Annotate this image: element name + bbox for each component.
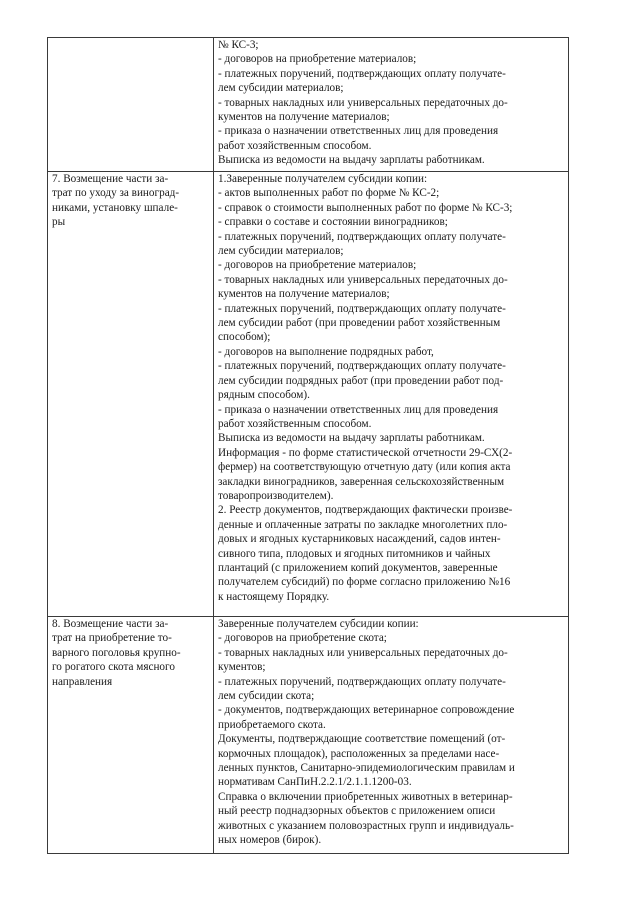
text-line: - платежных поручений, подтверждающих оплату получате- [218,302,506,315]
text-line: лем субсидии материалов; [218,82,344,95]
text-line: получателем субсидий) по форме согласно приложению №16 [218,576,511,589]
text-line: сивного типа, плодовых и ягодных питомников и чайных [218,547,491,560]
text-line: рядным способом). [218,389,310,402]
text-line: ленных пунктов, Санитарно-эпидемиологическим правилам и [218,762,515,775]
text-line: Документы, подтверждающие соответствие помещений (от- [218,733,506,746]
text-line: - договоров на приобретение скота; [218,632,387,645]
text-line: - документов, подтверждающих ветеринарное сопровождение [218,704,515,717]
text-line: приобретаемого скота. [218,718,326,731]
text-line: способом); [218,331,271,344]
text-line: Справка о включении приобретенных животных в ветеринар- [218,790,513,803]
text-line: - приказа о назначении ответственных лиц для проведения [218,403,499,416]
text-line: ных номеров (бирок). [218,834,322,847]
text-line: кументов на получение материалов; [218,288,390,301]
text-line: Информация - по форме статистической отчетности 29-СХ(2- [218,446,513,459]
text-line: кументов на получение материалов; [218,111,390,124]
text-line: никами, установку шпале- [52,201,178,214]
text-line: - товарных накладных или универсальных передаточных до- [218,646,508,659]
text-line: - справок о стоимости выполненных работ по форме № КС-3; [218,201,513,214]
text-line: кормочных площадок), расположенных за пределами насе- [218,747,500,760]
text-line: ный реестр поднадзорных объектов с приложением описи [218,805,496,818]
text-line: - договоров на приобретение материалов; [218,259,417,272]
text-line: - справки о составе и состоянии виноградников; [218,216,448,229]
cell-measure [48,38,214,172]
text-line: лем субсидии работ (при проведении работ хозяйственным [218,317,501,330]
text-line: го рогатого скота мясного [52,661,175,674]
text-line: нормативам СанПиН.2.2.1/2.1.1.1200-03. [218,776,412,789]
text-line: - платежных поручений, подтверждающих оплату получате- [218,230,506,243]
text-line: работ хозяйственным способом. [218,417,372,430]
text-line: - актов выполненных работ по форме № КС-2; [218,187,440,200]
cell-documents [214,172,569,617]
text-line: к настоящему Порядку. [218,590,330,603]
text-line: лем субсидии материалов; [218,245,344,258]
text-line: - договоров на выполнение подрядных работ, [218,345,434,358]
text-line: 8. Возмещение части за- [52,618,169,630]
text-line: фермер) на соответствующую отчетную дату (или копия акта [218,461,511,474]
text-line: работ хозяйственным способом. [218,139,372,152]
text-line: закладки виноградников, заверенная сельскохозяйственным [218,475,505,488]
cell-measure [48,172,214,617]
table-row [48,38,569,172]
requirements-table [47,37,569,854]
text-line: лем субсидии скота; [218,690,315,703]
text-line: - товарных накладных или универсальных передаточных до- [218,96,508,109]
text-line: - договоров на приобретение материалов; [218,53,417,66]
text-line: - платежных поручений, подтверждающих оплату получате- [218,67,506,80]
text-line: 2. Реестр документов, подтверждающих фактически произве- [218,504,513,517]
text-line: № КС-3; [218,39,259,51]
text-line: направления [52,675,113,688]
text-line: лем субсидии подрядных работ (при проведении работ под- [218,374,504,387]
text-line: трат на приобретение то- [52,632,172,645]
cell-documents [214,617,569,854]
text-line: - товарных накладных или универсальных передаточных до- [218,273,508,286]
text-line: товаропроизводителем). [218,489,334,502]
text-line: - приказа о назначении ответственных лиц для проведения [218,125,499,138]
text-line: - платежных поручений, подтверждающих оплату получате- [218,675,506,688]
text-line: варного поголовья крупно- [52,646,181,659]
text-line: - платежных поручений, подтверждающих оплату получате- [218,360,506,373]
text-line: трат по уходу за виноград- [52,187,180,200]
text-line: кументов; [218,661,266,674]
text-line: Выписка из ведомости на выдачу зарплаты работникам. [218,432,485,445]
text-line: довых и ягодных кустарниковых насаждений, садов интен- [218,533,501,546]
text-line: Выписка из ведомости на выдачу зарплаты работникам. [218,154,485,167]
text-line: плантаций (с приложением копий документов, заверенные [218,561,498,574]
text-line: ры [52,216,66,229]
cell-documents [214,38,569,172]
text-line: животных с указанием половозрастных групп и индивидуаль- [218,819,514,832]
cell-measure [48,617,214,854]
text-line: 1.Заверенные получателем субсидии копии: [218,173,428,185]
table-row [48,172,569,617]
text-line: Заверенные получателем субсидии копии: [218,618,419,630]
table-row [48,617,569,854]
text-line: 7. Возмещение части за- [52,173,169,185]
text-line: денные и оплаченные затраты по закладке многолетних пло- [218,518,508,531]
